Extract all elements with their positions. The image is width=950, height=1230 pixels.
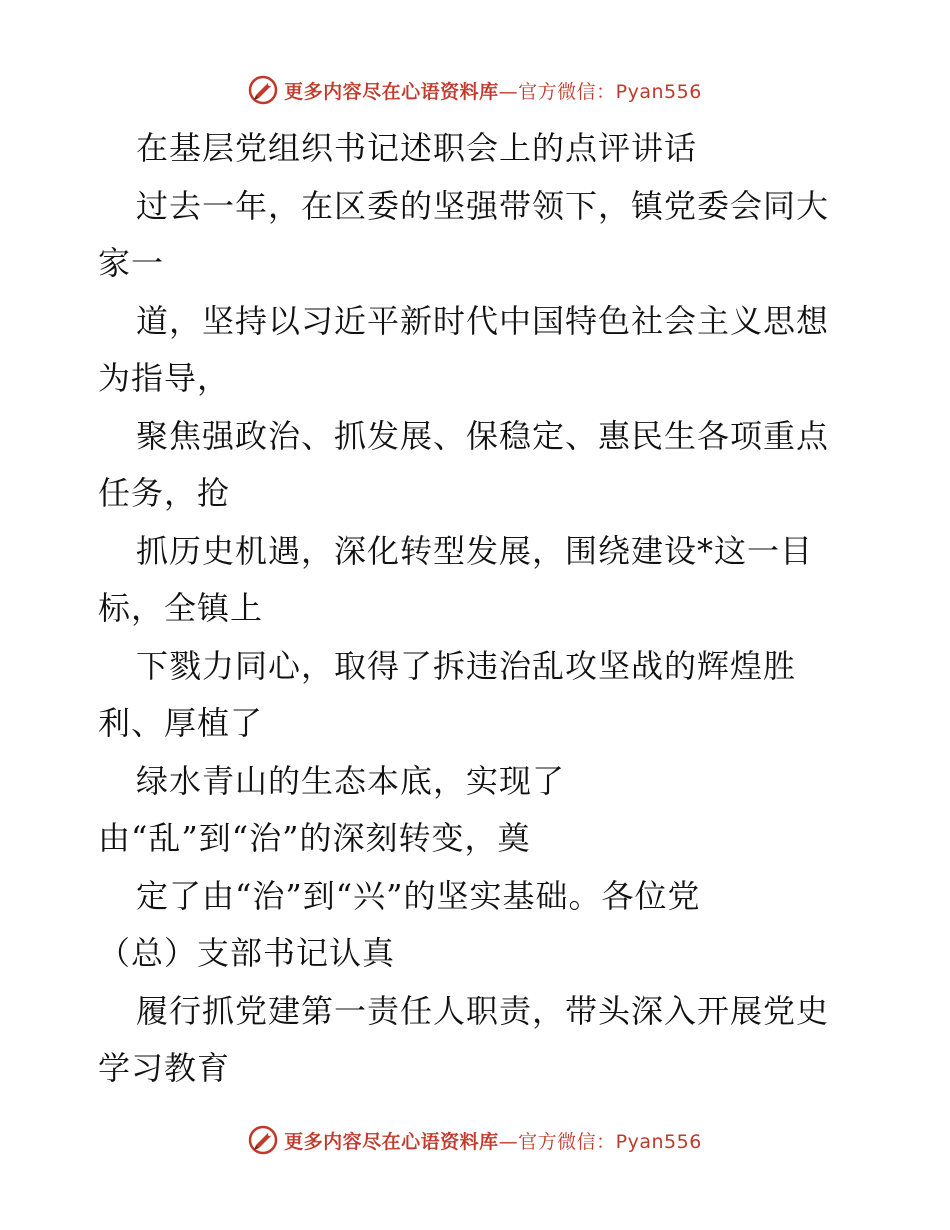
paragraph-line: 绿水青山的生态本底，实现了: [136, 761, 566, 800]
paragraph-line: 利、厚植了: [98, 704, 264, 742]
banner-wechat-text: 官方微信：Pyan556: [518, 80, 702, 103]
footer-banner: [0, 1120, 950, 1160]
paragraph-line: 为指导，: [98, 359, 231, 397]
paragraph-line: 学习教育: [98, 1049, 231, 1087]
paragraph-line: 下戮力同心，取得了拆违治乱攻坚战的辉煌胜: [136, 646, 797, 685]
paragraph-line: 过去一年，在区委的坚强带领下，镇党委会同大: [136, 186, 830, 225]
header-banner: [0, 70, 950, 110]
banner-library-text: 更多内容尽在心语资料库: [284, 1130, 499, 1153]
paragraph-line: 家一: [98, 244, 165, 282]
paragraph-line: 抓历史机遇，深化转型发展，围绕建设*这一目: [136, 531, 814, 570]
paragraph-line: 定了由“治”到“兴”的坚实基础。各位党: [136, 876, 701, 915]
banner-dash: —: [498, 80, 519, 103]
banner-wechat-text: 官方微信：Pyan556: [518, 1130, 702, 1153]
paragraph-line: 聚焦强政治、抓发展、保稳定、惠民生各项重点: [136, 416, 830, 455]
paragraph-line: 道，坚持以习近平新时代中国特色社会主义思想: [136, 301, 830, 340]
paragraph-line: （总）支部书记认真: [98, 934, 396, 972]
paragraph-line: 由“乱”到“治”的深刻转变，奠: [98, 819, 531, 857]
banner-dash: —: [498, 1130, 519, 1153]
paragraph-line: 标，全镇上: [98, 589, 264, 627]
logo-icon: [248, 1125, 278, 1155]
paragraph-line: 任务，抢: [98, 474, 231, 512]
document-title: 在基层党组织书记述职会上的点评讲话: [136, 129, 698, 167]
document-body: [98, 120, 868, 1098]
logo-icon: [248, 75, 278, 105]
paragraph-line: 履行抓党建第一责任人职责，带头深入开展党史: [136, 991, 830, 1030]
banner-library-text: 更多内容尽在心语资料库: [284, 80, 499, 103]
banner-text: [284, 77, 702, 104]
banner-text: [284, 1127, 702, 1154]
